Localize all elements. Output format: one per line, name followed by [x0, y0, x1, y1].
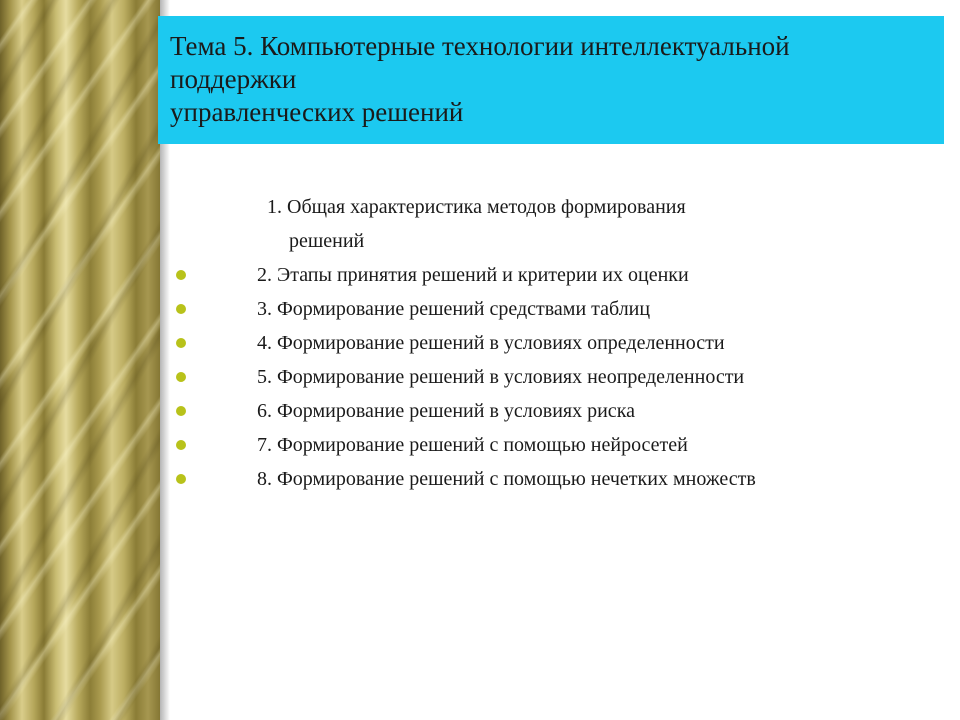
list-item-text: 2. Этапы принятия решений и критерии их оценки [257, 264, 689, 286]
list-item [170, 326, 910, 360]
bullet-icon [176, 440, 186, 450]
list-item-text: 3. Формирование решений средствами таблиц [257, 298, 651, 320]
title-line-3: управленческих решений [170, 97, 464, 127]
list-item [170, 394, 910, 428]
list-item [170, 462, 910, 496]
bullet-icon [176, 406, 186, 416]
bullet-icon [176, 270, 186, 280]
gold-curtain-decoration [0, 0, 160, 720]
list-item-text: 4. Формирование решений в условиях определенности [257, 332, 725, 354]
list-item [170, 190, 910, 224]
list-item-text: 8. Формирование решений с помощью нечетких множеств [257, 468, 756, 490]
bullet-icon [176, 474, 186, 484]
bullet-icon [176, 372, 186, 382]
list-item [170, 428, 910, 462]
list-item [170, 360, 910, 394]
list-item-text: 1. Общая характеристика методов формирования [267, 196, 686, 218]
list-item-text: 7. Формирование решений с помощью нейросетей [257, 434, 688, 456]
title-line-1: Тема 5. Компьютерные технологии интеллектуальной [170, 31, 790, 61]
list-item-continuation [170, 224, 910, 258]
bullet-icon [176, 338, 186, 348]
list-item [170, 258, 910, 292]
list-item-text: решений [289, 230, 365, 252]
list-item-text: 5. Формирование решений в условиях неопределенности [257, 366, 745, 388]
list-item [170, 292, 910, 326]
title-line-2: поддержки [170, 64, 297, 94]
topic-list [170, 190, 910, 496]
list-item-text: 6. Формирование решений в условиях риска [257, 400, 635, 422]
title-box [158, 16, 944, 144]
slide-title [170, 30, 934, 129]
bullet-icon [176, 304, 186, 314]
